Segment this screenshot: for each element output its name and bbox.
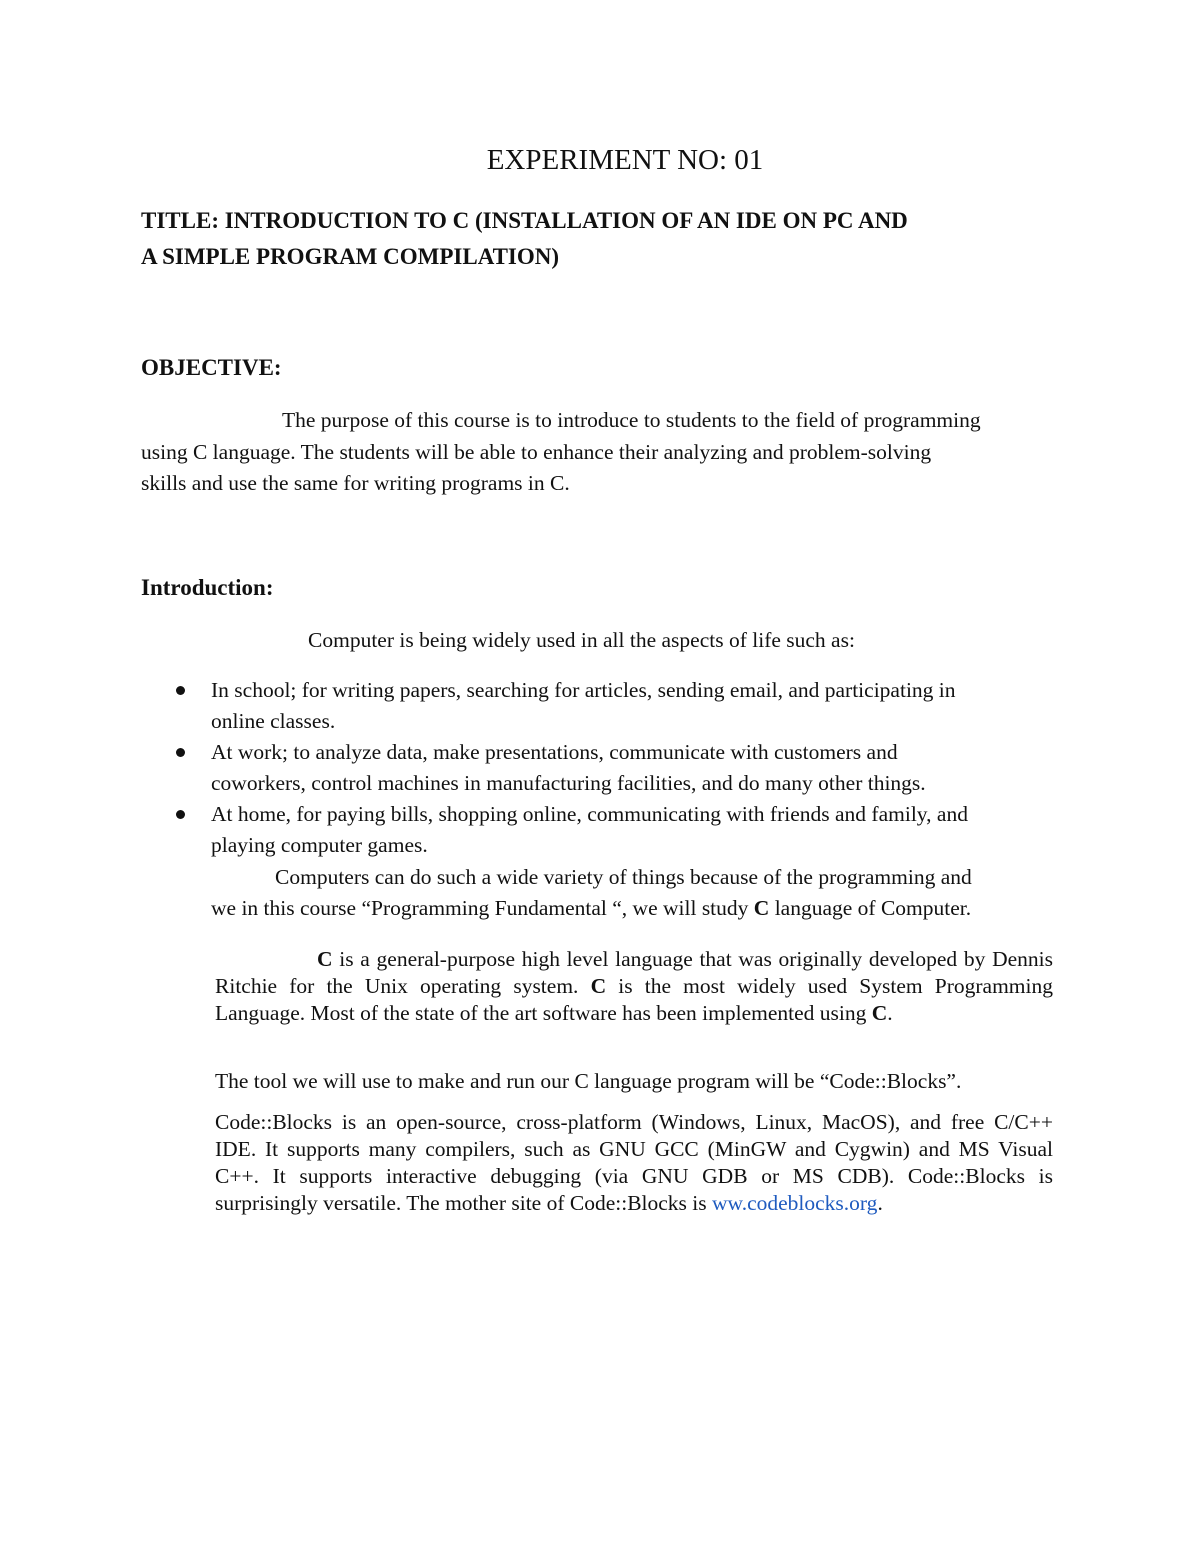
bullet-3-line-2: playing computer games. [211,833,428,857]
bullet-1-line-1: In school; for writing papers, searching for articles, sending email, and participating in [211,678,956,702]
introduction-heading: Introduction: [141,575,274,600]
bullet-2-line-1: At work; to analyze data, make presentations, communicate with customers and [211,740,898,764]
programming-line-1: Computers can do such a wide variety of things because of the programming and [275,865,972,889]
objective-heading: OBJECTIVE: [141,355,282,380]
introduction-lead: Computer is being widely used in all the aspects of life such as: [308,628,855,652]
bullet-icon [176,810,185,819]
objective-line-2: using C language. The students will be able to enhance their analyzing and problem-solving [141,440,932,464]
title-line-1: TITLE: INTRODUCTION TO C (INSTALLATION OF AN IDE ON PC AND [141,208,908,233]
bullet-icon [176,748,185,757]
codeblocks-link[interactable]: ww.codeblocks.org [712,1191,878,1215]
objective-line-1: The purpose of this course is to introduce to students to the field of programming [282,408,981,432]
bullet-2-line-2: coworkers, control machines in manufacturing facilities, and do many other things. [211,771,926,795]
objective-line-3: skills and use the same for writing programs in C. [141,471,570,495]
bullet-1-line-2: online classes. [211,709,336,733]
bullet-icon [176,686,185,695]
experiment-heading: EXPERIMENT NO: 01 [486,144,764,176]
title-line-2: A SIMPLE PROGRAM COMPILATION) [141,244,560,269]
codeblocks-paragraph: Code::Blocks is an open-source, cross-platform (Windows, Linux, MacOS), and free C/C++ IDE. It supports many compilers, such as GNU GCC (MinGW and Cygwin) and MS Visual C++. It supports interactive debugging (via GNU GDB or MS CDB). Code::Blocks is surprisingly versatile. The mother site of Code::Blocks is ww.codeblocks.org. [215,1110,1053,1215]
bullet-3-line-1: At home, for paying bills, shopping online, communicating with friends and family, and [211,802,968,826]
tool-sentence: The tool we will use to make and run our C language program will be “Code::Blocks”. [215,1069,962,1093]
c-language-paragraph: C is a general-purpose high level language that was originally developed by Dennis Ritchie for the Unix operating system. C is the most widely used System Programming Language. Most of the state of the art software has been implemented using C. [215,947,1053,1025]
programming-line-2: we in this course “Programming Fundamental “, we will study C language of Computer. [211,896,972,920]
